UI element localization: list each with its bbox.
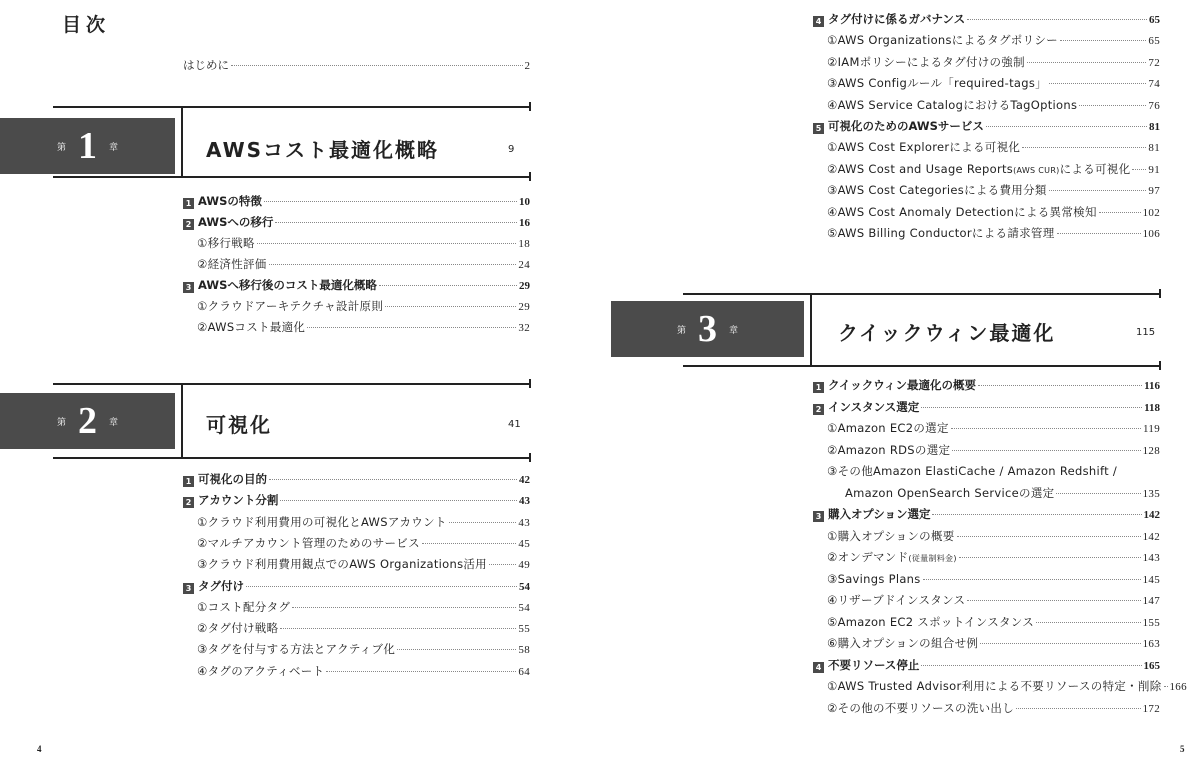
leader-dots [292, 607, 516, 608]
leader-dots [489, 564, 516, 565]
entry-page: 45 [518, 537, 530, 550]
toc-subsection[interactable] [197, 641, 530, 658]
rule-tick [1159, 289, 1161, 298]
entry-page: 55 [518, 623, 530, 636]
entry-title: 購入オプション選定 [828, 507, 931, 521]
entry-page: 32 [518, 322, 530, 334]
entry-page: 106 [1142, 228, 1160, 240]
entry-page: 143 [1142, 552, 1160, 564]
entry-title-note: (AWS CUR) [1013, 165, 1060, 175]
chapter-rule-bottom [53, 457, 530, 459]
entry-page: 74 [1148, 78, 1160, 91]
entry-title: ①クラウドアーキテクチャ設計原則 [197, 299, 384, 313]
entry-title: 可視化の目的 [198, 472, 267, 486]
page-number-left: 4 [37, 744, 42, 754]
toc-subsection[interactable] [845, 485, 1160, 502]
toc-subsection[interactable] [197, 535, 530, 552]
toc-section[interactable] [813, 399, 1160, 416]
chapter-prefix: 第 [56, 142, 66, 153]
entry-title: ②その他の不要リソースの洗い出し [827, 700, 1015, 715]
entry-title: タグ付けに係るガバナンス [828, 12, 966, 26]
rule-tick [529, 102, 531, 111]
chapter-prefix: 第 [56, 417, 66, 428]
leader-dots [269, 479, 517, 480]
chapter-2-badge [0, 393, 175, 449]
leader-dots [1027, 62, 1147, 63]
entry-title: アカウント分割 [198, 493, 279, 508]
leader-dots [978, 385, 1142, 386]
entry-page: 97 [1148, 185, 1160, 198]
leader-dots [1022, 147, 1146, 148]
leader-dots [957, 536, 1141, 537]
entry-page: 72 [1148, 56, 1160, 69]
section-number-badge: 3 [183, 282, 194, 293]
entry-title: はじめに [183, 58, 229, 72]
toc-subsection[interactable] [827, 161, 1160, 179]
rule-tick [529, 172, 531, 181]
leader-dots [280, 500, 517, 501]
entry-title: ⑤Amazon EC2 スポットインスタンス [827, 614, 1035, 629]
section-number-badge: 2 [183, 497, 194, 508]
leader-dots [967, 600, 1140, 601]
entry-page: 118 [1144, 401, 1160, 414]
entry-title: AWSの特徴 [198, 194, 262, 208]
entry-page: 145 [1142, 573, 1160, 586]
leader-dots [1049, 190, 1147, 191]
section-number-badge: 2 [183, 219, 194, 230]
leader-dots [951, 428, 1141, 429]
chapter-1-title[interactable]: AWSコスト最適化概略 [206, 138, 440, 162]
toc-subsection[interactable] [827, 420, 1160, 437]
entry-page: 91 [1148, 163, 1160, 176]
entry-page: 142 [1143, 509, 1160, 521]
entry-page: 147 [1142, 595, 1160, 607]
toc-section[interactable] [183, 214, 530, 231]
chapter-number: 3 [698, 308, 717, 350]
leader-dots [397, 649, 516, 650]
toc-section[interactable] [183, 193, 530, 210]
leader-dots [269, 264, 517, 265]
entry-page: 16 [519, 217, 530, 229]
entry-page: 142 [1142, 530, 1160, 543]
entry-page: 166 [1169, 681, 1187, 693]
toc-entry-intro[interactable] [183, 57, 530, 74]
entry-title: AWSへ移行後のコスト最適化概略 [198, 278, 377, 292]
entry-title: ②IAMポリシーによるタグ付けの強制 [827, 54, 1025, 69]
section-number-badge: 1 [183, 198, 194, 209]
entry-page: 128 [1142, 444, 1160, 457]
entry-title-note: (従量制料金) [908, 554, 957, 563]
entry-title: ②経済性評価 [197, 257, 267, 271]
entry-page: 10 [519, 196, 530, 208]
leader-dots [264, 201, 517, 202]
toc-subsection[interactable] [827, 635, 1160, 652]
toc-subsection[interactable] [197, 514, 530, 531]
entry-title: ②マルチアカウント管理のためのサービス [197, 535, 420, 550]
leader-dots [307, 327, 516, 328]
entry-page: 18 [518, 238, 530, 250]
section-number-badge: 4 [813, 16, 824, 27]
toc-section[interactable] [183, 492, 530, 509]
toc-subsection[interactable] [827, 75, 1160, 92]
chapter-divider [181, 383, 183, 457]
entry-title: ②Amazon RDSの選定 [827, 442, 951, 457]
entry-page: 29 [519, 280, 530, 292]
entry-title: ①クラウド利用費用の可視化とAWSアカウント [197, 514, 447, 529]
toc-subsection[interactable] [197, 298, 530, 315]
leader-dots [1036, 622, 1141, 623]
leader-dots [967, 19, 1147, 20]
entry-title: ④タグのアクティベート [197, 663, 325, 678]
chapter-1-badge [0, 118, 175, 174]
leader-dots [1079, 105, 1146, 106]
leader-dots [275, 222, 517, 223]
chapter-number: 2 [78, 400, 97, 442]
leader-dots [1099, 212, 1141, 213]
leader-dots [980, 643, 1140, 644]
toc-subsection[interactable] [827, 592, 1160, 609]
entry-page: 102 [1142, 206, 1160, 219]
toc-section[interactable] [813, 118, 1160, 135]
chapter-prefix: 第 [676, 325, 686, 336]
chapter-3-title[interactable]: クイックウィン最適化 [838, 321, 1056, 345]
chapter-rule-bottom [683, 365, 1160, 367]
entry-page: 29 [518, 301, 530, 313]
entry-page: 43 [518, 516, 530, 529]
chapter-3-badge [611, 301, 804, 357]
toc-subsection[interactable] [827, 204, 1160, 221]
chapter-rule-top [683, 293, 1160, 295]
chapter-1-page: 9 [508, 144, 515, 155]
entry-title: ③AWS Cost Categoriesによる費用分類 [827, 183, 1047, 198]
toc-subsection[interactable] [197, 256, 530, 273]
entry-title-cont: による可視化 [1059, 161, 1131, 176]
entry-page: 81 [1149, 121, 1160, 133]
entry-page: 155 [1142, 616, 1160, 629]
toc-subsection[interactable] [827, 700, 1160, 717]
toc-section[interactable] [183, 471, 530, 488]
toc-subsection[interactable] [827, 678, 1187, 695]
toc-section[interactable] [813, 11, 1160, 28]
leader-dots [959, 557, 1141, 558]
chapter-3-page: 115 [1136, 327, 1156, 338]
chapter-divider [181, 106, 183, 176]
leader-dots [257, 243, 517, 244]
chapter-rule-top [53, 383, 530, 385]
entry-title: ③その他Amazon ElastiCache / Amazon Redshift / [827, 464, 1118, 478]
section-number-badge: 5 [813, 123, 824, 134]
entry-title: Amazon OpenSearch Serviceの選定 [845, 485, 1055, 500]
entry-page: 2 [524, 60, 530, 72]
section-number-badge: 4 [813, 662, 824, 673]
leader-dots [326, 671, 516, 672]
section-number-badge: 1 [183, 476, 194, 487]
entry-title: ①移行戦略 [197, 236, 255, 250]
leader-dots [1016, 708, 1141, 709]
entry-title: ①AWS Trusted Advisor利用による不要リソースの特定・削除 [827, 679, 1162, 693]
leader-dots [923, 579, 1141, 580]
section-number-badge: 1 [813, 382, 824, 393]
toc-section[interactable] [183, 578, 530, 595]
toc-subsection[interactable] [827, 97, 1160, 114]
entry-title: タグ付け [198, 578, 244, 593]
leader-dots [231, 65, 523, 66]
toc-subsection[interactable] [197, 235, 530, 252]
entry-title: ⑤AWS Billing Conductorによる請求管理 [827, 226, 1055, 240]
entry-title: ②オンデマンド [827, 550, 909, 564]
leader-dots [1049, 83, 1146, 84]
entry-title: ②AWSコスト最適化 [197, 320, 306, 334]
entry-title: AWSへの移行 [198, 215, 274, 229]
leader-dots [449, 522, 517, 523]
chapter-2-title[interactable]: 可視化 [206, 413, 272, 437]
chapter-divider [810, 293, 812, 365]
entry-title: ③Savings Plans [827, 571, 921, 586]
leader-dots [986, 126, 1147, 127]
toc-subsection[interactable] [197, 599, 530, 616]
entry-title: 不要リソース停止 [828, 657, 920, 672]
entry-title: ④リザーブドインスタンス [827, 593, 966, 607]
toc-section[interactable] [813, 377, 1160, 394]
entry-title: クイックウィン最適化の概要 [828, 378, 977, 392]
leader-dots [246, 586, 517, 587]
entry-page: 49 [518, 559, 530, 572]
toc-subsection[interactable] [197, 663, 530, 680]
entry-page: 172 [1142, 702, 1160, 715]
toc-subsection[interactable] [827, 225, 1160, 242]
toc-subsection[interactable] [197, 620, 530, 637]
toc-subsection[interactable] [827, 614, 1160, 631]
entry-page: 58 [518, 644, 530, 657]
rule-tick [529, 379, 531, 388]
entry-title: インスタンス選定 [828, 399, 920, 414]
leader-dots [952, 450, 1140, 451]
entry-title: ③AWS Configルール「required-tags」 [827, 76, 1047, 91]
entry-title: 可視化のためのAWSサービス [828, 119, 984, 133]
entry-page: 42 [519, 474, 530, 486]
toc-subsection[interactable] [827, 442, 1160, 459]
leader-dots [1057, 233, 1141, 234]
entry-title: ⑥購入オプションの組合せ例 [827, 636, 979, 650]
leader-dots [385, 306, 516, 307]
entry-page: 116 [1144, 380, 1160, 392]
entry-title: ③タグを付与する方法とアクティブ化 [197, 642, 396, 657]
rule-tick [529, 453, 531, 462]
entry-title: ①Amazon EC2の選定 [827, 421, 949, 435]
leader-dots [921, 665, 1141, 666]
entry-title: ①購入オプションの概要 [827, 528, 955, 543]
toc-subsection[interactable] [827, 549, 1160, 567]
leader-dots [1132, 169, 1146, 170]
leader-dots [1164, 686, 1168, 687]
chapter-suffix: 章 [109, 417, 119, 428]
entry-page: 81 [1148, 142, 1160, 155]
entry-page: 76 [1148, 99, 1160, 112]
chapter-rule-top [53, 106, 530, 108]
entry-title: ①AWS Organizationsによるタグポリシー [827, 33, 1058, 48]
toc-subsection[interactable] [827, 54, 1160, 71]
chapter-2-page: 41 [508, 419, 521, 430]
page-number-right: 5 [1180, 744, 1185, 754]
entry-page: 163 [1142, 638, 1160, 650]
entry-page: 54 [518, 601, 530, 614]
toc-subsection[interactable] [827, 32, 1160, 49]
section-number-badge: 3 [813, 511, 824, 522]
entry-page: 54 [519, 580, 530, 593]
toc-subsection[interactable] [827, 139, 1160, 156]
toc-subsection[interactable] [827, 182, 1160, 199]
entry-title: ④AWS Cost Anomaly Detectionによる異常検知 [827, 204, 1097, 219]
leader-dots [379, 285, 517, 286]
chapter-suffix: 章 [729, 325, 739, 336]
entry-title: ③クラウド利用費用観点でのAWS Organizations活用 [197, 557, 487, 572]
chapter-suffix: 章 [109, 142, 119, 153]
entry-title: ④AWS Service CatalogにおけるTagOptions [827, 97, 1078, 112]
leader-dots [932, 514, 1141, 515]
entry-page: 119 [1143, 423, 1160, 435]
toc-subsection[interactable] [827, 571, 1160, 588]
leader-dots [921, 407, 1142, 408]
entry-page: 43 [519, 495, 530, 508]
toc-subsection[interactable] [827, 463, 1160, 479]
entry-title: ①AWS Cost Explorerによる可視化 [827, 140, 1021, 155]
toc-subsection[interactable] [197, 319, 530, 336]
toc-section[interactable] [183, 277, 530, 294]
leader-dots [1056, 493, 1140, 494]
entry-page: 65 [1149, 14, 1160, 26]
entry-title: ①コスト配分タグ [197, 599, 291, 614]
leader-dots [280, 628, 516, 629]
entry-page: 165 [1143, 659, 1160, 672]
entry-page: 24 [518, 259, 530, 271]
section-number-badge: 2 [813, 404, 824, 415]
leader-dots [422, 543, 516, 544]
toc-section[interactable] [813, 657, 1160, 674]
section-number-badge: 3 [183, 583, 194, 594]
entry-page: 135 [1142, 487, 1160, 500]
toc-section[interactable] [813, 506, 1160, 523]
chapter-number: 1 [78, 125, 97, 167]
entry-page: 65 [1148, 35, 1160, 48]
toc-title: 目次 [62, 14, 111, 36]
toc-subsection[interactable] [827, 528, 1160, 545]
entry-page: 64 [518, 665, 530, 678]
rule-tick [1159, 361, 1161, 370]
entry-title: ②AWS Cost and Usage Reports [827, 161, 1014, 176]
leader-dots [1060, 40, 1146, 41]
toc-subsection[interactable] [197, 556, 530, 573]
chapter-rule-bottom [53, 176, 530, 178]
entry-title: ②タグ付け戦略 [197, 621, 279, 636]
